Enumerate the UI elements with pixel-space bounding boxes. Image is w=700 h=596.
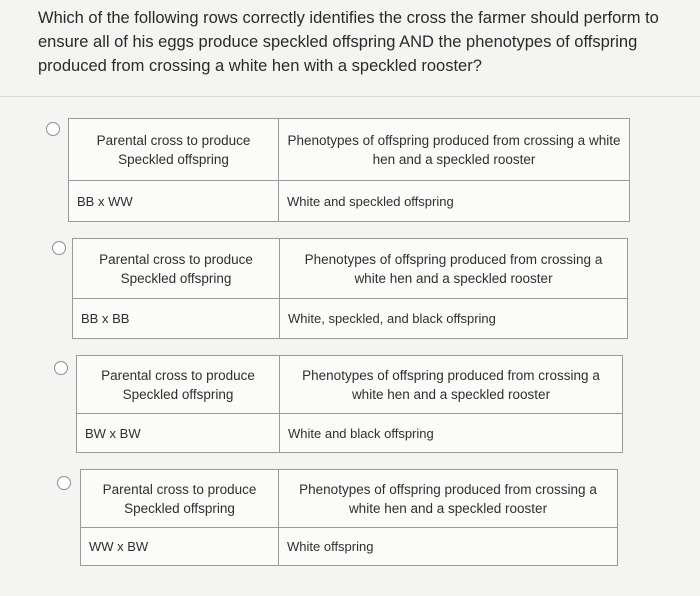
header-parental-cross: Parental cross to produce Speckled offspring <box>73 239 280 299</box>
table-row <box>77 414 623 453</box>
table-row <box>73 239 628 299</box>
table-row <box>81 470 618 528</box>
cross-value: BB x WW <box>69 181 279 222</box>
question-text: Which of the following rows correctly identifies the cross the farmer should perform to ensure all of his eggs produce speckled offspring AND the phenotypes of offspring produced from crossing a white hen with a speckled rooster? <box>38 9 659 75</box>
header-phenotypes: Phenotypes of offspring produced from crossing a white hen and a speckled rooster <box>280 239 628 299</box>
table-row <box>69 119 630 181</box>
option-1-table <box>68 118 630 222</box>
table-row <box>81 528 618 566</box>
phenotype-value: White and speckled offspring <box>279 181 630 222</box>
table-row <box>69 181 630 222</box>
radio-button-option-1[interactable] <box>46 122 60 136</box>
header-parental-cross: Parental cross to produce Speckled offspring <box>69 119 279 181</box>
cross-value: WW x BW <box>81 528 279 566</box>
cross-value: BW x BW <box>77 414 280 453</box>
option-3-table <box>76 355 623 453</box>
header-phenotypes: Phenotypes of offspring produced from crossing a white hen and a speckled rooster <box>279 470 618 528</box>
header-parental-cross: Parental cross to produce Speckled offspring <box>81 470 279 528</box>
radio-button-option-2[interactable] <box>52 241 66 255</box>
table-row <box>73 299 628 339</box>
header-phenotypes: Phenotypes of offspring produced from crossing a white hen and a speckled rooster <box>280 356 623 414</box>
phenotype-value: White and black offspring <box>280 414 623 453</box>
radio-button-option-3[interactable] <box>54 361 68 375</box>
option-4-table <box>80 469 618 566</box>
phenotype-value: White offspring <box>279 528 618 566</box>
radio-button-option-4[interactable] <box>57 476 71 490</box>
phenotype-value: White, speckled, and black offspring <box>280 299 628 339</box>
table-row <box>77 356 623 414</box>
divider <box>0 96 700 97</box>
header-parental-cross: Parental cross to produce Speckled offspring <box>77 356 280 414</box>
option-2-table <box>72 238 628 339</box>
cross-value: BB x BB <box>73 299 280 339</box>
header-phenotypes: Phenotypes of offspring produced from crossing a white hen and a speckled rooster <box>279 119 630 181</box>
